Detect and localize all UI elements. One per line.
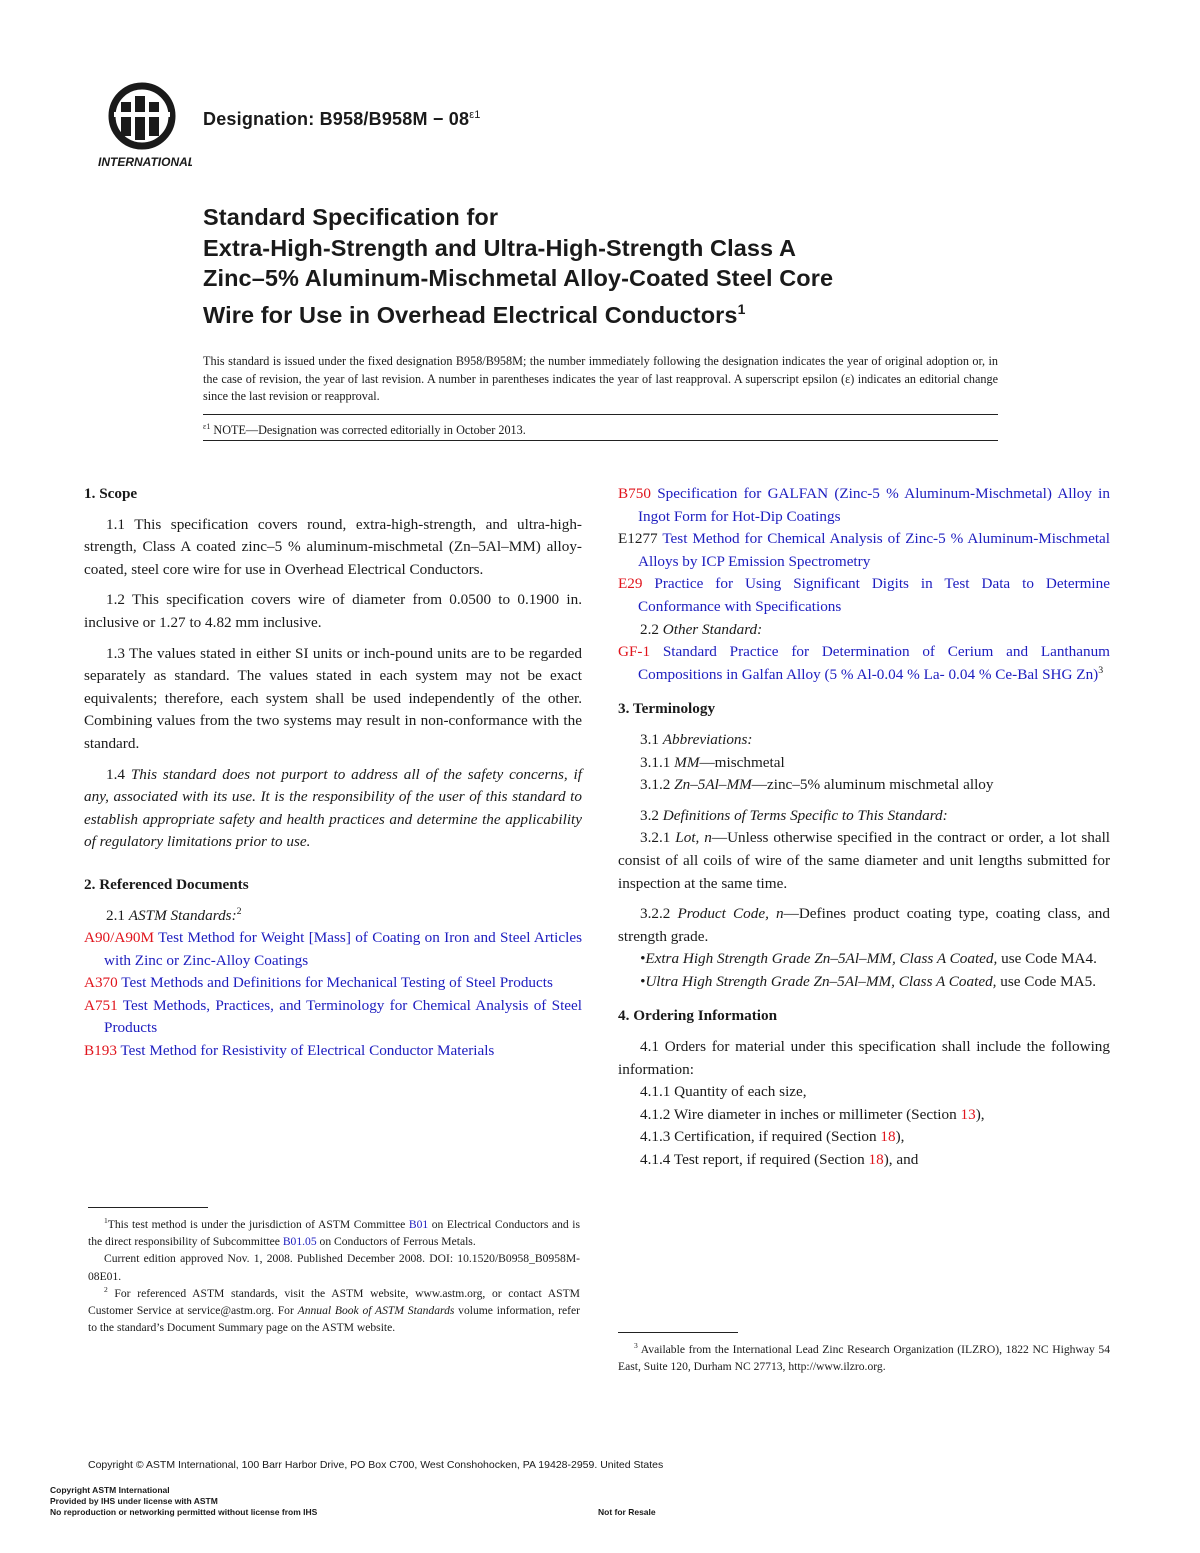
section-4-1-4: 4.1.4 Test report, if required (Section 18), and [640, 1151, 919, 1169]
title-footnote-ref[interactable]: 1 [737, 300, 746, 317]
section-4-1: 4.1 Orders for material under this specification shall include the following information: [618, 1038, 1110, 1078]
footnote-divider-left [88, 1207, 208, 1208]
title-line-2: Extra-High-Strength and Ultra-High-Strength Class A [203, 234, 797, 261]
product-code-ma4: •Extra High Strength Grade Zn–5Al–MM, Class A Coated, use Code MA4. [640, 950, 1097, 968]
footnote-1: $^1$This test method is under the jurisdiction of ASTM Committee B01 on Electrical Conductors and is the direct responsibility of Subcommittee B01.05 on Conductors of Ferrous Metals. [88, 1216, 580, 1249]
footnotes-right [618, 1341, 1110, 1375]
reference-e29[interactable]: E29 Practice for Using Significant Digits in Test Data to Determine Conformance with Specifications [618, 575, 1110, 615]
committee-b01-link[interactable]: B01 [408, 1218, 429, 1231]
right-column [618, 483, 1110, 1172]
reference-gf1[interactable]: GF-1 Standard Practice for Determination of Cerium and Lanthanum Compositions in Galfan Alloy (5 % Al-0.04 % La- 0.04 % Ce-Bal SHG Zn)$^3$ [618, 643, 1110, 683]
editorial-note [203, 422, 526, 438]
section-18-link[interactable]: 18 [880, 1128, 896, 1146]
footnote-1-edition: Current edition approved Nov. 1, 2008. Published December 2008. DOI: 10.1520/B0958_B0958M-08E01. [88, 1252, 580, 1283]
section-4-1-1: 4.1.1 Quantity of each size, [640, 1083, 807, 1101]
astm-logo [96, 82, 192, 170]
section-2-1: 2.1 ASTM Standards:$^2$ [106, 905, 242, 924]
footnote-divider-right [618, 1332, 738, 1333]
product-code-ma5: •Ultra High Strength Grade Zn–5Al–MM, Class A Coated, use Code MA5. [640, 972, 1097, 990]
section-3-2-2: 3.2.2 Product Code, n—Defines product coating type, coating class, and strength grade. [618, 905, 1110, 945]
copyright-line: Copyright © ASTM International, 100 Barr Harbor Drive, PO Box C700, West Conshohocken, PA 19428-2959. United States [88, 1459, 664, 1471]
footnote-3: $^3$ Available from the International Lead Zinc Research Organization (ILZRO), 1822 NC Highway 54 East, Suite 120, Durham NC 27713, http://www.ilzro.org. [618, 1341, 1110, 1374]
designation-text: Designation: B958/B958M − 08 [203, 109, 470, 129]
section-3-1: 3.1 Abbreviations: [640, 730, 753, 748]
section-3-2: 3.2 Definitions of Terms Specific to This Standard: [640, 806, 948, 824]
section-2-heading: 2. Referenced Documents [84, 875, 249, 893]
title-line-1: Standard Specification for [203, 204, 499, 230]
designation [203, 109, 481, 130]
reference-a751[interactable]: A751 Test Methods, Practices, and Terminology for Chemical Analysis of Steel Products [84, 996, 582, 1037]
reference-a90[interactable]: A90/A90M Test Method for Weight [Mass] of Coating on Iron and Steel Articles with Zinc or Zinc-Alloy Coatings [84, 929, 582, 969]
section-3-1-2: 3.1.2 Zn–5Al–MM—zinc–5% aluminum mischmetal alloy [640, 776, 994, 794]
section-1-heading: 1. Scope [84, 485, 138, 502]
document-title [203, 202, 833, 330]
not-for-resale: Not for Resale [598, 1507, 656, 1517]
provider-line-2: Provided by IHS under license with ASTM [50, 1496, 218, 1506]
footnotes-left [88, 1216, 580, 1336]
section-3-1-1: 3.1.1 MM—mischmetal [640, 753, 785, 771]
reference-b750[interactable]: B750 Specification for GALFAN (Zinc-5 % Aluminum-Mischmetal) Alloy in Ingot Form for Hot-Dip Coatings [618, 485, 1110, 525]
section-4-1-2: 4.1.2 Wire diameter in inches or millimeter (Section 13), [640, 1105, 985, 1123]
section-4-1-3: 4.1.3 Certification, if required (Section 18), [640, 1128, 905, 1146]
section-3-2-1: 3.2.1 Lot, n—Unless otherwise specified in the contract or order, a lot shall consist of all coils of wire of the same diameter and unit lengths submitted for inspection at the same time. [618, 829, 1111, 892]
left-column [84, 483, 582, 1063]
provider-line-3: No reproduction or networking permitted without license from IHS [50, 1507, 318, 1517]
footnote-2: $^2$ For referenced ASTM standards, visit the ASTM website, www.astm.org, or contact ASTM Customer Service at service@astm.org. For Annual Book of ASTM Standards volume information, refer to the standard’s Document Summary page on the ASTM website. [88, 1284, 580, 1335]
section-18-link-2[interactable]: 18 [868, 1151, 884, 1169]
section-1-1: 1.1 This specification covers round, extra-high-strength, and ultra-high-strength, Class A coated zinc–5 % aluminum-mischmetal (Zn–5Al–MM) alloy-coated, steel core wire for use in Overhead Electrical Conductors. [84, 515, 582, 578]
title-line-4: Wire for Use in Overhead Electrical Conductors [203, 301, 738, 328]
subcommittee-b01-05-link[interactable]: B01.05 [282, 1235, 317, 1249]
reference-e1277[interactable]: E1277 Test Method for Chemical Analysis of Zinc-5 % Aluminum-Mischmetal Alloys by ICP Emission Spectrometry [618, 530, 1110, 570]
divider-top [203, 414, 998, 415]
section-1-4: 1.4 This standard does not purport to address all of the safety concerns, if any, associated with its use. It is the responsibility of the user of this standard to establish appropriate safety and health practices and determine the applicability of regulatory limitations prior to use. [84, 765, 582, 851]
section-4-heading: 4. Ordering Information [618, 1007, 778, 1025]
note-sup: ε1 [203, 422, 211, 431]
section-3-heading: 3. Terminology [618, 700, 716, 718]
section-1-2: 1.2 This specification covers wire of diameter from 0.0500 to 0.1900 in. inclusive or 1.27 to 4.82 mm inclusive. [84, 591, 582, 631]
section-13-link[interactable]: 13 [960, 1105, 976, 1123]
designation-sup: ε1 [469, 109, 481, 121]
title-line-3: Zinc–5% Aluminum-Mischmetal Alloy-Coated Steel Core [203, 265, 834, 291]
note-text: NOTE—Designation was corrected editorially in October 2013. [210, 423, 526, 438]
footnote-2-ref[interactable]: 2 [236, 905, 242, 917]
reference-a370[interactable]: A370 Test Methods and Definitions for Mechanical Testing of Steel Products [84, 974, 553, 992]
svg-text:INTERNATIONAL: INTERNATIONAL [98, 155, 192, 169]
section-1-3: 1.3 The values stated in either SI units or inch-pound units are to be regarded separately as standard. The values stated in each system may not be exact equivalents; therefore, each system shall be used independently of the other. Combining values from the two systems may result in non-conformance with the standard. [84, 644, 582, 752]
issued-statement: This standard is issued under the fixed designation B958/B958M; the number immediately following the designation indicates the year of original adoption or, in the case of revision, the year of last revision. A number in parentheses indicates the year of last reapproval. A superscript epsilon (ε) indicates an editorial change since the last revision or reapproval. [203, 354, 998, 403]
footnote-3-ref[interactable]: 3 [1098, 664, 1104, 676]
divider-bottom [203, 440, 998, 441]
astm-logo-icon [96, 82, 192, 170]
provider-line-1: Copyright ASTM International [50, 1485, 170, 1495]
reference-b193[interactable]: B193 Test Method for Resistivity of Electrical Conductor Materials [84, 1042, 495, 1060]
section-2-2: 2.2 Other Standard: [640, 620, 763, 638]
